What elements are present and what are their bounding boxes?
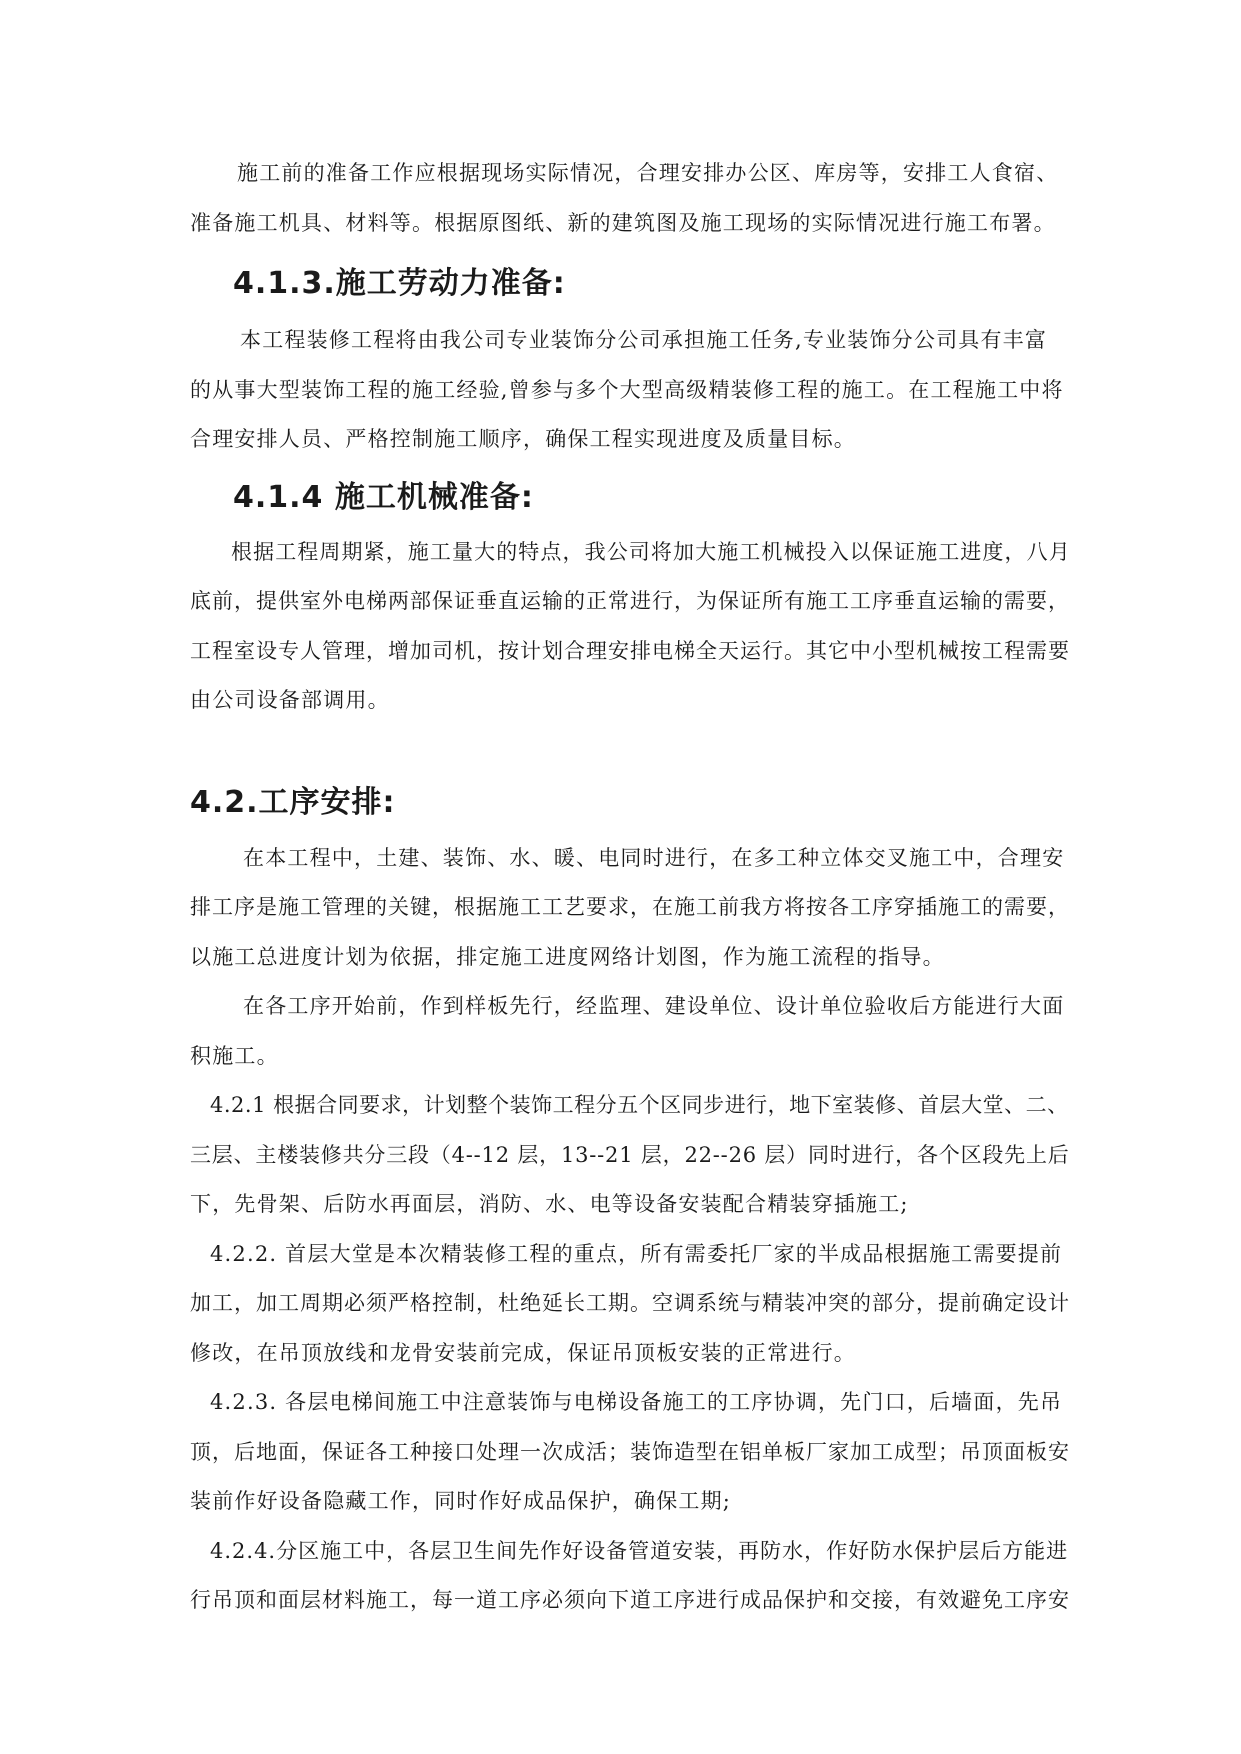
item-423-line-1: 4.2.3. 各层电梯间施工中注意装饰与电梯设备施工的工序协调，先门口，后墙面，先吊 [210, 1390, 1063, 1414]
item-424-line-2: 行吊顶和面层材料施工，每一道工序必须向下道工序进行成品保护和交接，有效避免工序安 [190, 1588, 1070, 1612]
heading-4-1-3: 4.1.3.施工劳动力准备: [233, 266, 566, 301]
section-414-line-1: 根据工程周期紧，施工量大的特点，我公司将加大施工机械投入以保证施工进度，八月 [231, 540, 1071, 564]
section-42-para2-line-1: 在各工序开始前，作到样板先行，经监理、建设单位、设计单位验收后方能进行大面 [243, 994, 1065, 1018]
item-424-line-1: 4.2.4.分区施工中，各层卫生间先作好设备管道安装，再防水，作好防水保护层后方能进 [210, 1539, 1069, 1563]
item-421-line-3: 下，先骨架、后防水再面层，消防、水、电等设备安装配合精装穿插施工; [190, 1192, 909, 1216]
item-423-line-2: 顶，后地面，保证各工种接口处理一次成活；装饰造型在铝单板厂家加工成型；吊顶面板安 [190, 1440, 1070, 1464]
intro-line-2: 准备施工机具、材料等。根据原图纸、新的建筑图及施工现场的实际情况进行施工布署。 [190, 211, 1056, 235]
item-423-line-3: 装前作好设备隐藏工作，同时作好成品保护，确保工期; [190, 1489, 732, 1513]
item-421-line-1: 4.2.1 根据合同要求，计划整个装饰工程分五个区同步进行，地下室装修、首层大堂、二、 [210, 1093, 1069, 1117]
intro-line-1: 施工前的准备工作应根据现场实际情况，合理安排办公区、库房等，安排工人食宿、 [237, 161, 1059, 185]
heading-4-1-4: 4.1.4 施工机械准备: [233, 480, 534, 515]
section-42-para1-line-3: 以施工总进度计划为依据，排定施工进度网络计划图，作为施工流程的指导。 [190, 945, 945, 969]
section-414-line-3: 工程室设专人管理，增加司机，按计划合理安排电梯全天运行。其它中小型机械按工程需要 [190, 639, 1070, 663]
section-42-para1-line-2: 排工序是施工管理的关键，根据施工工艺要求，在施工前我方将按各工序穿插施工的需要， [190, 895, 1070, 919]
section-42-para2-line-2: 积施工。 [190, 1044, 279, 1068]
heading-4-2: 4.2.工序安排: [190, 785, 396, 820]
section-413-line-3: 合理安排人员、严格控制施工顺序，确保工程实现进度及质量目标。 [190, 427, 856, 451]
section-413-line-2: 的从事大型装饰工程的施工经验,曾参与多个大型高级精装修工程的施工。在工程施工中将 [190, 378, 1064, 402]
item-422-line-3: 修改，在吊顶放线和龙骨安装前完成，保证吊顶板安装的正常进行。 [190, 1341, 856, 1365]
section-42-para1-line-1: 在本工程中，土建、装饰、水、暖、电同时进行，在多工种立体交叉施工中，合理安 [243, 846, 1065, 870]
item-422-line-1: 4.2.2. 首层大堂是本次精装修工程的重点，所有需委托厂家的半成品根据施工需要提前 [210, 1242, 1063, 1266]
section-413-line-1: 本工程装修工程将由我公司专业装饰分公司承担施工任务,专业装饰分公司具有丰富 [240, 328, 1048, 352]
section-414-line-2: 底前，提供室外电梯两部保证垂直运输的正常进行，为保证所有施工工序垂直运输的需要， [190, 589, 1070, 613]
section-414-line-4: 由公司设备部调用。 [190, 688, 390, 712]
item-422-line-2: 加工，加工周期必须严格控制，杜绝延长工期。空调系统与精装冲突的部分，提前确定设计 [190, 1291, 1070, 1315]
item-421-line-2: 三层、主楼装修共分三段（4--12 层，13--21 层，22--26 层）同时进行，各个区段先上后 [190, 1143, 1070, 1167]
